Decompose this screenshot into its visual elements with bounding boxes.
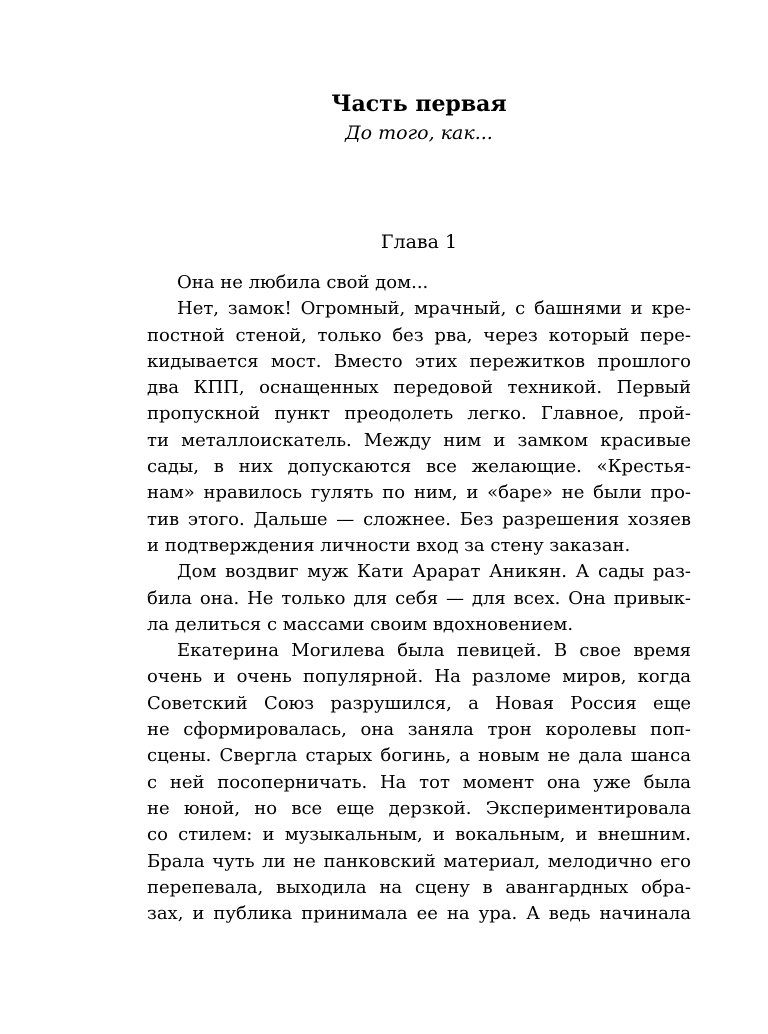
text-line: и подтверждения личности вход за стену заказан.	[147, 534, 631, 556]
chapter-body	[147, 270, 691, 927]
text-line: Она не любила свой дом...	[177, 272, 429, 293]
text-line: сады, в них допускаются все желающие. «Крестья-	[147, 456, 691, 478]
text-line: сцены. Свергла старых богинь, а новым не дала шанса	[147, 745, 691, 767]
text-line: не сформировалась, она заняла трон королевы поп-	[147, 719, 691, 741]
text-line: очень и очень популярной. На разломе миров, когда	[147, 666, 691, 688]
text-line: не юной, но все еще дерзкой. Экспериментировала	[147, 797, 691, 819]
text-line: два КПП, оснащенных передовой техникой. Первый	[147, 377, 691, 399]
text-line: перепевала, выходила на сцену в авангардных обра-	[147, 876, 691, 898]
text-line: Дом воздвиг муж Кати Арарат Аникян. А сады раз-	[177, 561, 691, 583]
text-line: кидывается мост. Вместо этих пережитков прошлого	[147, 350, 691, 372]
text-line: била она. Не только для себя — для всех. Она привык-	[147, 587, 691, 609]
text-line: Нет, замок! Огромный, мрачный, с башнями и кре-	[177, 298, 691, 320]
text-line: зах, и публика принимала ее на ура. А ведь начинала	[147, 903, 691, 925]
text-line: Советский Союз разрушился, а Новая Россия еще	[147, 692, 691, 714]
text-line: со стилем: и музыкальным, и вокальным, и внешним.	[147, 824, 691, 846]
text-line: пропускной пункт преодолеть легко. Главное, прой-	[147, 403, 691, 425]
part-title: Часть первая	[331, 91, 507, 117]
text-line: ла делиться с массами своим вдохновением.	[147, 613, 574, 635]
text-line: постной стеной, только без рва, через который пере-	[147, 324, 691, 346]
text-line: Брала чуть ли не панковский материал, мелодично его	[147, 850, 691, 872]
text-line: тив этого. Дальше — сложнее. Без разрешения хозяев	[147, 508, 691, 530]
chapter-title: Глава 1	[380, 231, 458, 253]
part-subtitle: До того, как...	[345, 122, 493, 144]
text-line: с ней посоперничать. На тот момент она уже была	[147, 771, 691, 793]
text-line: нам» нравилось гулять по ним, и «баре» не были про-	[147, 482, 691, 504]
text-line: Екатерина Могилева была певицей. В свое время	[177, 640, 691, 662]
text-line: ти металлоискатель. Между ним и замком красивые	[147, 429, 691, 451]
